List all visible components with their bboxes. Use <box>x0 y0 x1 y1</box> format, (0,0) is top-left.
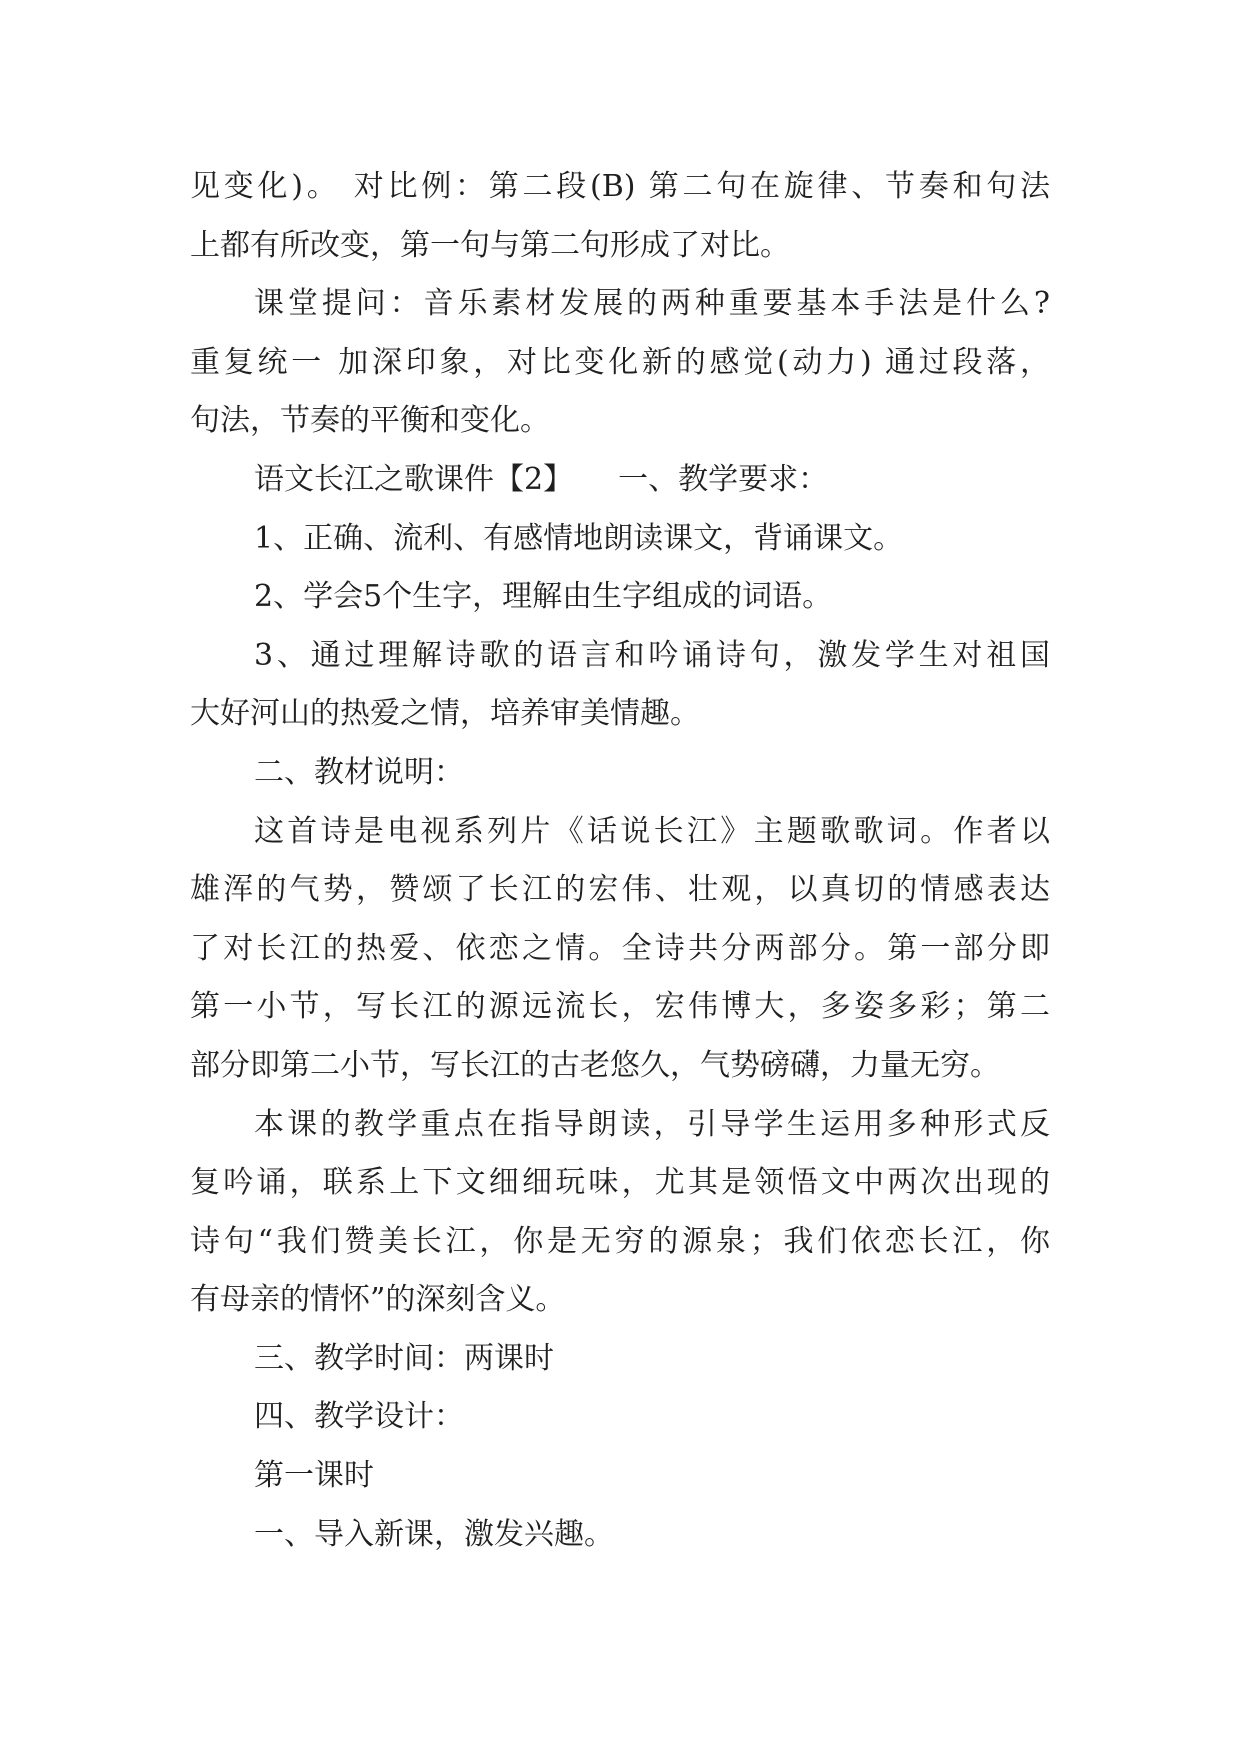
text-line: 第一小节，写长江的源远流长，宏伟博大，多姿多彩；第二 <box>190 989 1050 1025</box>
text-line: 重复统一 加深印象，对比变化新的感觉(动力) 通过段落， <box>190 344 1050 380</box>
section-heading: 二、教材说明： <box>254 754 464 790</box>
text-line: 大好河山的热爱之情，培养审美情趣。 <box>190 696 700 732</box>
text-line: 2、学会5个生字，理解由生字组成的词语。 <box>254 579 833 615</box>
subsection-heading: 第一课时 <box>254 1458 374 1494</box>
text-line: 复吟诵，联系上下文细细玩味，尤其是领悟文中两次出现的 <box>190 1165 1050 1201</box>
document-body <box>190 158 1050 1564</box>
text-line: 部分即第二小节，写长江的古老悠久，气势磅礴，力量无穷。 <box>190 1047 1000 1083</box>
text-line: 3、通过理解诗歌的语言和吟诵诗句，激发学生对祖国 <box>254 637 1050 673</box>
text-line: 课堂提问：音乐素材发展的两种重要基本手法是什么? <box>254 286 1050 322</box>
text-line: 句法，节奏的平衡和变化。 <box>190 403 550 439</box>
text-line: 有母亲的情怀”的深刻含义。 <box>190 1282 566 1318</box>
text-line: 这首诗是电视系列片《话说长江》主题歌歌词。作者以 <box>254 813 1050 849</box>
text-line: 诗句“我们赞美长江，你是无穷的源泉；我们依恋长江，你 <box>190 1223 1050 1259</box>
text-line: 1、正确、流利、有感情地朗读课文，背诵课文。 <box>254 520 904 556</box>
text-line: 雄浑的气势，赞颂了长江的宏伟、壮观，以真切的情感表达 <box>190 872 1050 908</box>
text-line: 上都有所改变，第一句与第二句形成了对比。 <box>190 227 790 263</box>
section-heading: 四、教学设计： <box>254 1399 464 1435</box>
text-line: 了对长江的热爱、依恋之情。全诗共分两部分。第一部分即 <box>190 930 1050 966</box>
text-line: 语文长江之歌课件【2】 一、教学要求： <box>254 461 829 497</box>
section-heading: 三、教学时间：两课时 <box>254 1340 554 1376</box>
text-line: 本课的教学重点在指导朗读，引导学生运用多种形式反 <box>254 1106 1050 1142</box>
text-line: 见变化)。 对比例：第二段(B) 第二句在旋律、节奏和句法 <box>190 169 1050 204</box>
text-line: 一、导入新课，激发兴趣。 <box>254 1516 614 1552</box>
